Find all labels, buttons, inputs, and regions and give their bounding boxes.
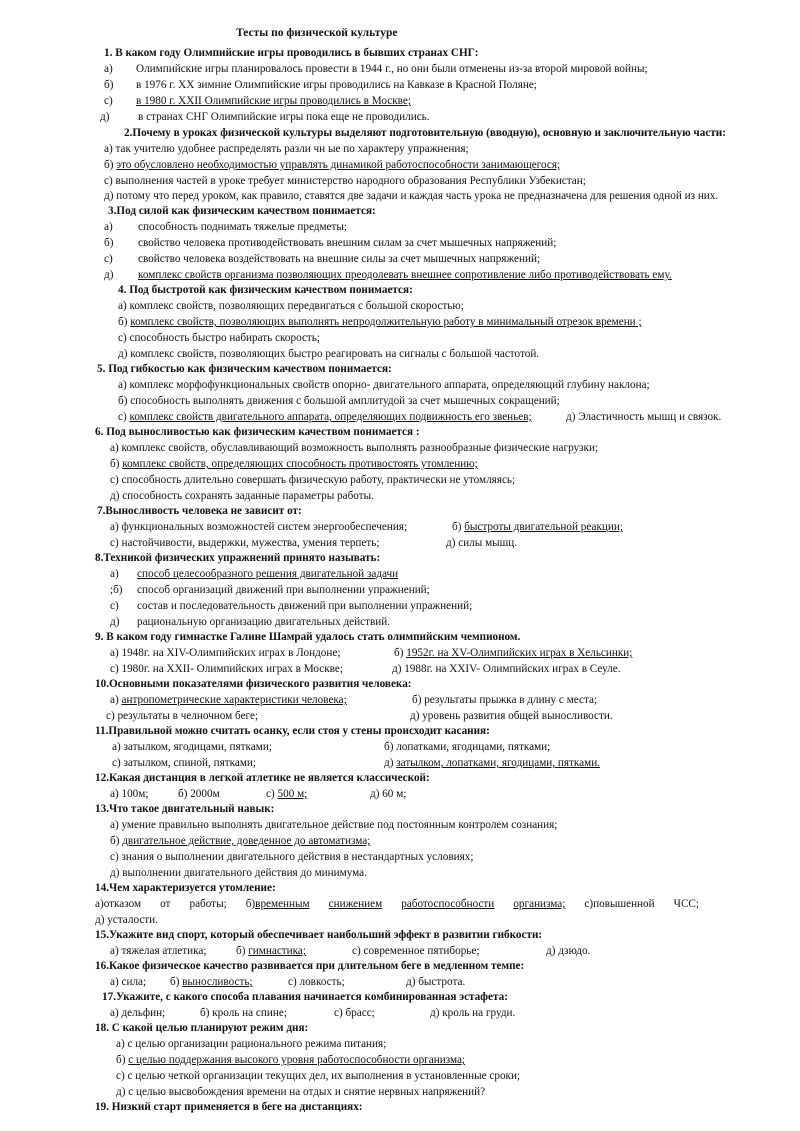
q17-answer-c: с) брасс;: [334, 1007, 375, 1019]
q7-answer-c: с) настойчивости, выдержки, мужества, умения терпеть;: [110, 537, 380, 549]
q9-answer-c: с) 1980г. на XXII- Олимпийских играх в Москве;: [110, 663, 343, 675]
q2-answer-a: а) так учителю удобнее распределять разли чн ые по характеру упражнения;: [104, 143, 469, 155]
q4-answer-a: а) комплекс свойств, позволяющих передвигаться с большой скоростью;: [118, 300, 464, 312]
q10-answer-c: с) результаты в челночном беге;: [106, 710, 259, 722]
q2-answer-c: с) выполнения частей в уроке требует министерство народного образования Республики Узбекистан;: [104, 175, 586, 187]
q7-answer-b: б) быстроты двигательной реакции;: [452, 521, 623, 533]
q5-answer-d: д) Эластичность мышц и связок.: [566, 411, 722, 423]
question-13: 13.Что такое двигательный навык:: [95, 803, 275, 815]
q6-answer-c: с) способность длительно совершать физическую работу, практически не утомляясь;: [110, 474, 516, 486]
q2-answer-d: д) потому что перед уроком, как правило, ставятся две задачи и каждая часть урока не предназначена для решения одной из них.: [104, 190, 719, 202]
q16-answer-a: а) сила;: [110, 976, 147, 988]
question-10: 10.Основными показателями физического развития человека:: [95, 678, 412, 690]
q18-answer-c: с) с целью четкой организации текущих дел, их выполнения в установленные сроки;: [116, 1070, 521, 1082]
q15-answer-c: с) современное пятиборье;: [352, 945, 480, 957]
q11-answer-c: с) затылком, спиной, пятками;: [112, 757, 257, 769]
question-12: 12.Какая дистанция в легкой атлетике не является классической:: [95, 772, 430, 784]
q1-answer-b: б) в 1976 г. XX зимние Олимпийские игры проводились на Кавказе в Красной Поляне;: [104, 79, 537, 91]
q18-answer-a: а) с целью организации рационального режима питания;: [116, 1038, 387, 1050]
question-18: 18. С какой целью планируют режим дня:: [95, 1022, 309, 1034]
q1-answer-c: с) в 1980 г. XXII Олимпийские игры проводились в Москве;: [104, 95, 411, 107]
q8-answer-d: д) рациональную организацию двигательных действий.: [110, 616, 391, 628]
question-19: 19. Низкий старт применяется в беге на дистанциях:: [95, 1101, 363, 1113]
q16-answer-b: б) выносливость;: [170, 976, 253, 988]
question-6: 6. Под выносливостью как физическим качеством понимается :: [95, 426, 420, 438]
q12-answer-a: а) 100м;: [110, 788, 149, 800]
q9-answer-a: а) 1948г. на XIV-Олимпийских играх в Лондоне;: [110, 647, 341, 659]
q5-answer-b: б) способность выполнять движения с большой амплитудой за счет мышечных сокращений;: [118, 395, 560, 407]
q3-answer-b: б) свойство человека противодействовать внешним силам за счет мышечных напряжений;: [104, 237, 557, 249]
q6-answer-a: а) комплекс свойств, обуславливающий возможность выполнять разнообразные физические нагрузки;: [110, 442, 599, 454]
q11-answer-a: а) затылком, ягодицами, пятками;: [112, 741, 272, 753]
question-7: 7.Выносливость человека не зависит от:: [97, 505, 302, 517]
q3-answer-d: д) комплекс свойств организма позволяющих преодолевать внешнее сопротивление либо противодействовать ему.: [104, 269, 672, 281]
q16-answer-d: д) быстрота.: [406, 976, 466, 988]
q13-answer-c: с) знания о выполнении двигательного действия в нестандартных условиях;: [110, 851, 474, 863]
q1-answer-a: а) Олимпийские игры планировалось провести в 1944 г., но они были отменены из-за второй мировой войны;: [104, 63, 648, 75]
question-9: 9. В каком году гимнастке Галине Шамрай удалось стать олимпийским чемпионом.: [95, 631, 521, 643]
q12-answer-b: б) 2000м: [178, 788, 220, 800]
q7-answer-d: д) силы мышц.: [446, 537, 518, 549]
question-15: 15.Укажите вид спорт, который обеспечивает наибольший эффект в развитии гибкости:: [95, 929, 543, 941]
q6-answer-b: б) комплекс свойств, определяющих способность противостоять утомлению;: [110, 458, 478, 470]
question-4: 4. Под быстротой как физическим качеством понимается:: [118, 284, 413, 296]
q3-answer-c: с) свойство человека воздействовать на внешние силы за счет мышечных напряжений;: [104, 253, 541, 265]
q8-answer-b: ;б) способ организаций движений при выполнении упражнений;: [110, 584, 430, 596]
q10-answer-d: д) уровень развития общей выносливости.: [410, 710, 613, 722]
q1-answer-d: д) в странах СНГ Олимпийские игры пока еще не проводились.: [100, 111, 430, 123]
question-8: 8.Техникой физических упражнений принято называть:: [95, 552, 381, 564]
q17-answer-d: д) кроль на груди.: [430, 1007, 516, 1019]
q17-answer-b: б) кроль на спине;: [200, 1007, 287, 1019]
q15-answer-b: б) гимнастика;: [236, 945, 307, 957]
q7-answer-a: а) функциональных возможностей систем энергообеспечения;: [110, 521, 408, 533]
q18-answer-b: б) с целью поддержания высокого уровня работоспособности организма;: [116, 1054, 466, 1066]
q11-answer-d: д) затылком, лопатками, ягодицами, пятками.: [384, 757, 600, 769]
q6-answer-d: д) способность сохранять заданные параметры работы.: [110, 490, 374, 502]
question-2: 2.Почему в уроках физической культуры выделяют подготовительную (вводную), основную и заключительную части:: [124, 127, 726, 139]
q12-answer-c: с) 500 м;: [266, 788, 308, 800]
q8-answer-c: с) состав и последовательность движений при выполнении упражнений;: [110, 600, 473, 612]
q9-answer-b: б) 1952г. на XV-Олимпийских играх в Хельсинки;: [394, 647, 633, 659]
q16-answer-c: с) ловкость;: [288, 976, 345, 988]
q13-answer-b: б) двигательное действие, доведенное до автоматизма;: [110, 835, 371, 847]
q5-answer-a: а) комплекс морфофункциональных свойств опорно- двигательного аппарата, определяющий глубину наклона;: [118, 379, 650, 391]
question-3: 3.Под силой как физическим качеством понимается:: [108, 205, 376, 217]
q4-answer-b: б) комплекс свойств, позволяющих выполнять непродолжительную работу в минимальный отрезок времени ;: [118, 316, 642, 328]
page-title: Тесты по физической культуре: [236, 27, 398, 39]
q17-answer-a: а) дельфин;: [110, 1007, 166, 1019]
question-5: 5. Под гибкостью как физическим качеством понимается:: [97, 363, 392, 375]
q5-answer-c: с) комплекс свойств двигательного аппарата, определяющих подвижность его звеньев;: [118, 411, 532, 423]
q2-answer-b: б) это обусловлено необходимостью управлять динамикой работоспособности занимающегося;: [104, 159, 561, 171]
question-17: 17.Укажите, с какого способа плавания начинается комбинированная эстафета:: [102, 991, 508, 1003]
q12-answer-d: д) 60 м;: [370, 788, 407, 800]
q15-answer-a: а) тяжелая атлетика;: [110, 945, 207, 957]
question-14: 14.Чем характеризуется утомление:: [95, 882, 276, 894]
q10-answer-b: б) результаты прыжка в длину с места;: [412, 694, 598, 706]
q4-answer-d: д) комплекс свойств, позволяющих быстро реагировать на сигналы с большой частотой.: [118, 348, 540, 360]
question-11: 11.Правильной можно считать осанку, если стоя у стены происходит касания:: [95, 725, 490, 737]
q11-answer-b: б) лопатками, ягодицами, пятками;: [384, 741, 551, 753]
q15-answer-d: д) дзюдо.: [546, 945, 591, 957]
q10-answer-a: а) антропометрические характеристики человека;: [110, 694, 347, 706]
q13-answer-a: а) умение правильно выполнять двигательное действие под постоянным контролем сознания;: [110, 819, 558, 831]
q9-answer-d: д) 1988г. на XXIV- Олимпийских играх в Сеуле.: [392, 663, 621, 675]
q4-answer-c: с) способность быстро набирать скорость;: [118, 332, 321, 344]
q13-answer-d: д) выполнении двигательного действия до минимума.: [110, 867, 367, 879]
q3-answer-a: а) способность поднимать тяжелые предметы;: [104, 221, 348, 233]
question-16: 16.Какое физическое качество развивается при длительном беге в медленном темпе:: [95, 960, 525, 972]
q14-answer-d: д) усталости.: [95, 914, 158, 926]
q14-answers-row: а)отказом от работы; б)временным снижением работоспособности организма; с)повышенной ЧСС;: [95, 898, 699, 910]
q8-answer-a: а) способ целесообразного решения двигательной задачи: [110, 568, 399, 580]
question-1: 1. В каком году Олимпийские игры проводились в бывших странах СНГ:: [104, 47, 479, 59]
q18-answer-d: д) с целью высвобождения времени на отдых и снятие нервных напряжений?: [116, 1086, 486, 1098]
